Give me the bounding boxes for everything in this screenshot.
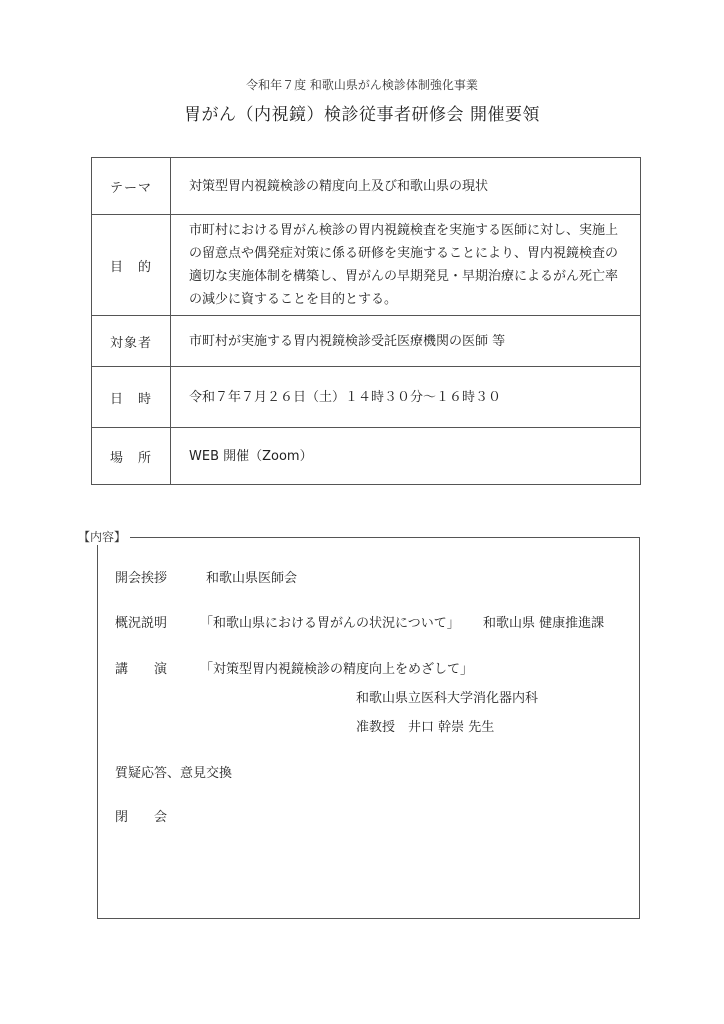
overview-label: 概況説明 — [115, 616, 168, 631]
venue-label: 場 所 — [92, 428, 171, 485]
purpose-value: 市町村における胃がん検診の胃内視鏡検査を実施する医師に対し、実施上の留意点や偶発症対策に係る研修を実施することにより、胃内視鏡検査の適切な実施体制を構築し、胃がんの早期発見・早期治療によるがん死亡率の減少に資することを目的とする。 — [171, 215, 641, 316]
closing-label: 閉 会 — [115, 810, 168, 825]
document-subtitle: 令和年７度 和歌山県がん検診体制強化事業 — [246, 78, 478, 92]
contents-heading: 【内容】 — [76, 528, 130, 545]
qa-label: 質疑応答、意見交換 — [115, 766, 233, 781]
table-row — [92, 367, 641, 428]
document-title: 胃がん（内視鏡）検診従事者研修会 開催要領 — [184, 105, 540, 125]
opening-value: 和歌山県医師会 — [206, 571, 298, 586]
datetime-label: 日 時 — [92, 367, 171, 428]
info-table — [91, 157, 641, 485]
theme-value: 対策型胃内視鏡検診の精度向上及び和歌山県の現状 — [171, 158, 641, 215]
overview-department: 和歌山県 健康推進課 — [483, 616, 605, 631]
lecture-affiliation: 和歌山県立医科大学消化器内科 — [356, 691, 539, 706]
lecture-label: 講 演 — [115, 662, 168, 677]
audience-value: 市町村が実施する胃内視鏡検診受託医療機関の医師 等 — [171, 316, 641, 367]
table-row — [92, 316, 641, 367]
contents-box — [97, 537, 640, 919]
audience-label: 対象者 — [92, 316, 171, 367]
overview-title: 「和歌山県における胃がんの状況について」 — [200, 616, 460, 631]
lecture-title: 「対策型胃内視鏡検診の精度向上をめざして」 — [200, 662, 474, 677]
theme-label: テーマ — [92, 158, 171, 215]
table-row — [92, 428, 641, 485]
purpose-label: 目 的 — [92, 215, 171, 316]
datetime-value: 令和７年７月２６日（土）１４時３０分～１６時３０ — [171, 367, 641, 428]
venue-value: WEB 開催（Zoom） — [171, 428, 641, 485]
table-row — [92, 215, 641, 316]
lecture-speaker: 准教授 井口 幹崇 先生 — [356, 720, 495, 735]
table-row — [92, 158, 641, 215]
opening-label: 開会挨拶 — [115, 571, 168, 586]
